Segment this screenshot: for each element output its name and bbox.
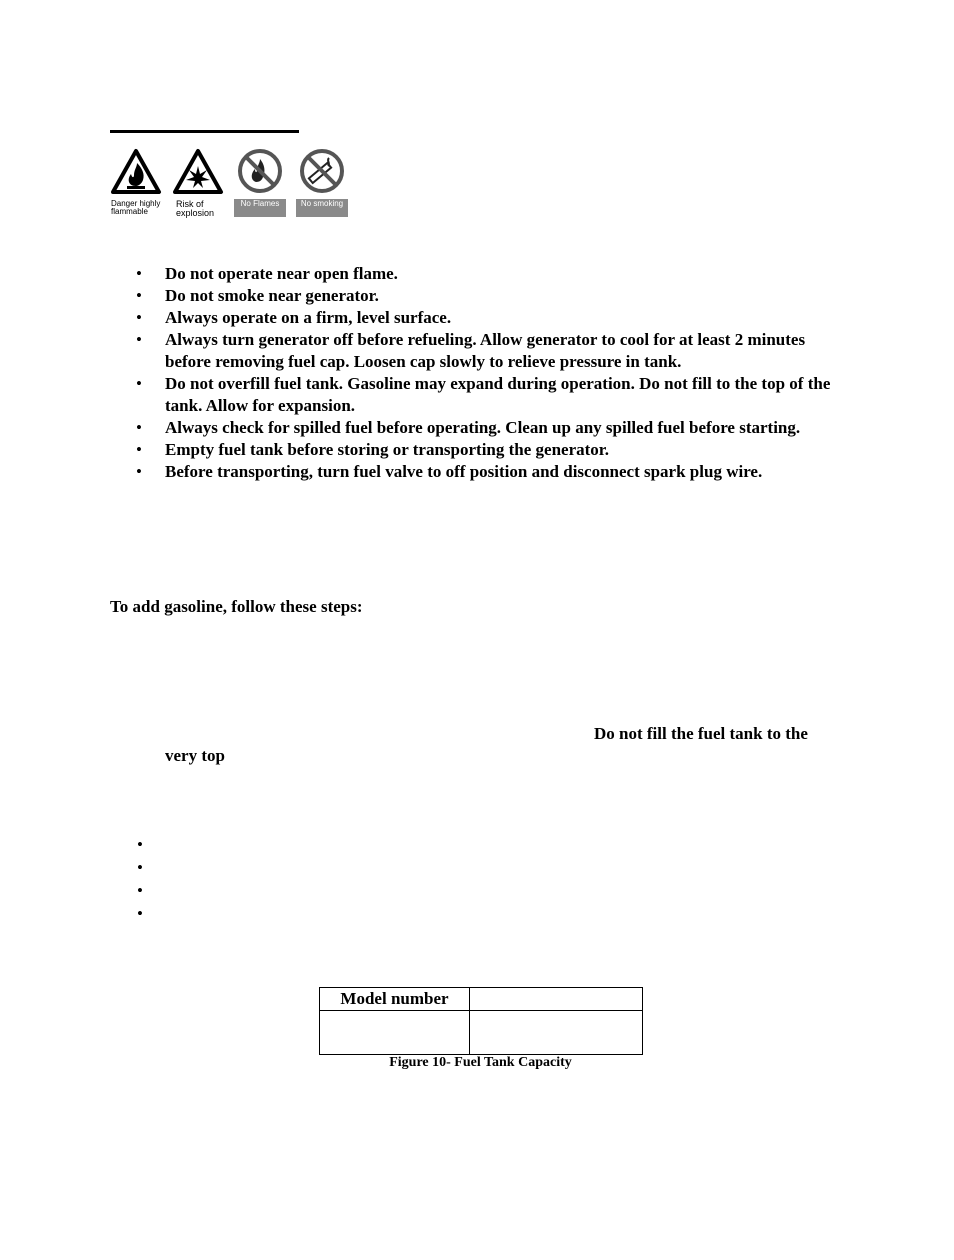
list-item: • Do not overfill fuel tank. Gasoline may expand during operation. Do not fill to the top of the tank. Allow for expansion.	[136, 374, 831, 415]
bullet-icon: •	[137, 858, 143, 877]
section-title-underline	[110, 130, 299, 133]
bullet-icon: •	[136, 374, 142, 393]
flammable-warning-icon	[110, 148, 162, 198]
bullet-icon: •	[136, 440, 142, 459]
bullet-icon: •	[137, 835, 143, 854]
sign-no-flames	[234, 148, 286, 218]
bullet-icon: •	[136, 308, 142, 327]
bullet-icon: •	[136, 462, 142, 481]
table-cell	[470, 1011, 643, 1055]
bullet-icon: •	[136, 330, 142, 349]
table-header-cell: Model number	[320, 988, 470, 1011]
table-cell	[320, 1011, 470, 1055]
list-item: • Empty fuel tank before storing or transporting the generator.	[136, 440, 610, 459]
fill-warning-line2: very top	[165, 746, 225, 765]
bullet-icon: •	[137, 881, 143, 900]
bullet-icon: •	[137, 904, 143, 923]
fill-warning-line1: Do not fill the fuel tank to the	[594, 724, 808, 743]
no-smoking-icon	[296, 148, 348, 198]
fuel-capacity-table	[319, 987, 643, 1055]
list-item: • Always turn generator off before refueling. Allow generator to cool for at least 2 minutes before removing fuel cap. Loosen cap slowly to relieve pressure in tank.	[136, 330, 806, 371]
sign-label: No Flames	[234, 199, 286, 217]
sign-label: Danger highly flammable	[111, 199, 161, 216]
list-item: • Do not operate near open flame.	[136, 264, 398, 283]
table-caption: Figure 10- Fuel Tank Capacity	[389, 1055, 572, 1070]
sign-label: No smoking	[296, 199, 348, 217]
sign-no-smoking	[296, 148, 348, 218]
bullet-icon: •	[136, 264, 142, 283]
safety-bullet-list	[136, 263, 845, 483]
list-item: • Always operate on a firm, level surface.	[136, 308, 452, 327]
list-item: • Always check for spilled fuel before operating. Clean up any spilled fuel before starting.	[136, 418, 801, 437]
sign-explosion	[172, 148, 224, 218]
bullet-icon: •	[136, 418, 142, 437]
list-item: • Do not smoke near generator.	[136, 286, 379, 305]
sign-flammable	[110, 148, 162, 218]
steps-intro: To add gasoline, follow these steps:	[110, 597, 363, 616]
empty-bullet-list	[137, 833, 143, 925]
list-item: • Before transporting, turn fuel valve to off position and disconnect spark plug wire.	[136, 462, 763, 481]
table-cell	[470, 988, 643, 1011]
bullet-icon: •	[136, 286, 142, 305]
no-flames-icon	[234, 148, 286, 198]
sign-label: Risk of explosion	[172, 199, 224, 217]
explosion-warning-icon	[172, 148, 224, 198]
